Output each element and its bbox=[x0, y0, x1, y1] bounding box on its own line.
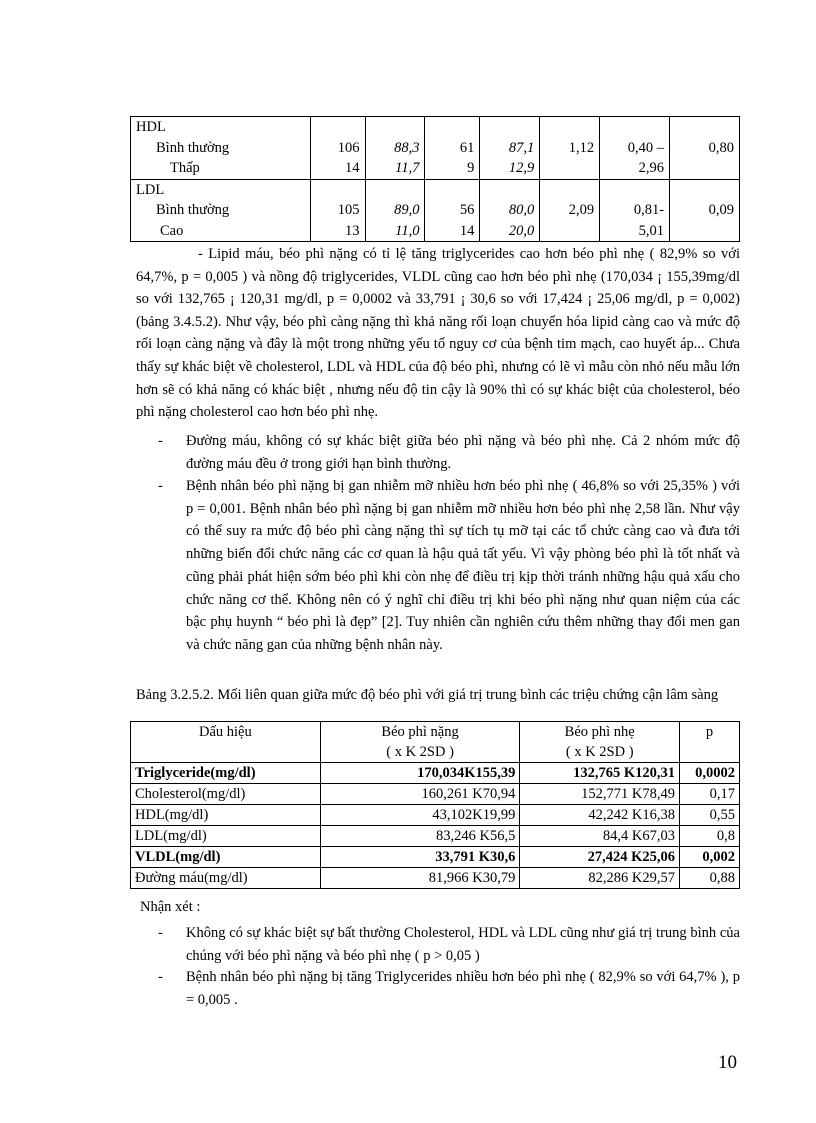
row-label: Cao bbox=[160, 222, 184, 239]
cell-light: 132,765 K120,31 bbox=[520, 763, 680, 784]
cell-value: 105 bbox=[337, 202, 360, 218]
group-label: LDL bbox=[136, 181, 165, 198]
row-sign: HDL(mg/dl) bbox=[131, 805, 321, 826]
ci-low: 0,81- bbox=[633, 202, 665, 218]
table-caption: Bảng 3.2.5.2. Mối liên quan giữa mức độ béo phì với giá trị trung bình các triệu chứng cận lâm sàng bbox=[136, 687, 719, 703]
column-header: Béo phì nhẹ bbox=[564, 724, 635, 740]
bullet-dash: - bbox=[158, 433, 163, 449]
row-label: Bình thường bbox=[156, 202, 230, 218]
cell-heavy: 83,246 K56,5 bbox=[320, 826, 520, 847]
cell-light: 42,242 K16,38 bbox=[520, 805, 680, 826]
table-row bbox=[131, 784, 740, 805]
bullet-dash: - bbox=[158, 925, 163, 941]
remark-label: Nhận xét : bbox=[140, 899, 201, 915]
cell-p: 0,55 bbox=[680, 805, 740, 826]
table-header-row bbox=[131, 722, 740, 763]
row-sign: VLDL(mg/dl) bbox=[131, 847, 321, 868]
ci-high: 2,96 bbox=[638, 160, 665, 176]
comparison-table-top bbox=[130, 116, 740, 242]
group-label: HDL bbox=[136, 119, 166, 135]
column-header: p bbox=[705, 724, 714, 740]
cell-p: 0,17 bbox=[680, 784, 740, 805]
cell-p: 0,002 bbox=[680, 847, 740, 868]
cell-value: 14 bbox=[459, 222, 475, 239]
cell-light: 27,424 K25,06 bbox=[520, 847, 680, 868]
cell-value: 9 bbox=[467, 160, 475, 176]
page-number: 10 bbox=[718, 1052, 737, 1073]
cell-value: 80,0 bbox=[508, 202, 535, 218]
cell-value: 56 bbox=[459, 202, 475, 218]
column-subheader: ( x K 2SD ) bbox=[565, 744, 634, 760]
table-row bbox=[131, 805, 740, 826]
row-sign: Triglyceride(mg/dl) bbox=[131, 763, 321, 784]
row-label: Bình thường bbox=[156, 139, 230, 156]
cell-p: 0,88 bbox=[680, 868, 740, 889]
lab-values-table bbox=[130, 721, 740, 889]
cell-p: 0,8 bbox=[680, 826, 740, 847]
cell-value: 87,1 bbox=[508, 139, 535, 156]
cell-heavy: 160,261 K70,94 bbox=[320, 784, 520, 805]
p-value: 0,80 bbox=[708, 139, 734, 156]
bullet-text: Bệnh nhân béo phì nặng bị tăng Triglycerides nhiều hơn béo phì nhẹ ( 82,9% so với 64,7% ), p = 0,005 . bbox=[186, 969, 740, 1008]
bullet-dash: - bbox=[158, 969, 163, 985]
table-row bbox=[131, 826, 740, 847]
column-header: Béo phì nặng bbox=[381, 724, 459, 740]
cell-value: 61 bbox=[459, 139, 475, 156]
cell-p: 0,0002 bbox=[680, 763, 740, 784]
cell-value: 12,9 bbox=[508, 160, 535, 176]
table-row bbox=[131, 117, 740, 180]
cell-value: 89,0 bbox=[394, 202, 420, 218]
bullet-text: Đường máu, không có sự khác biệt giữa béo phì nặng và béo phì nhẹ. Cả 2 nhóm mức độ đường máu đều ở trong giới hạn bình thường. bbox=[186, 433, 740, 472]
row-sign: LDL(mg/dl) bbox=[131, 826, 321, 847]
bullet-dash: - bbox=[158, 478, 163, 494]
odds-ratio: 1,12 bbox=[568, 139, 595, 156]
cell-light: 82,286 K29,57 bbox=[520, 868, 680, 889]
cell-heavy: 81,966 K30,79 bbox=[320, 868, 520, 889]
cell-light: 152,771 K78,49 bbox=[520, 784, 680, 805]
odds-ratio: 2,09 bbox=[568, 202, 595, 218]
ci-high: 5,01 bbox=[638, 222, 665, 239]
cell-value: 11,7 bbox=[395, 160, 420, 176]
table-row bbox=[131, 763, 740, 784]
cell-value: 14 bbox=[345, 160, 360, 176]
row-sign: Cholesterol(mg/dl) bbox=[131, 784, 321, 805]
column-subheader: ( x K 2SD ) bbox=[386, 744, 454, 760]
cell-value: 88,3 bbox=[394, 139, 420, 156]
cell-heavy: 43,102K19,99 bbox=[320, 805, 520, 826]
table-row bbox=[131, 868, 740, 889]
p-value: 0,09 bbox=[708, 202, 734, 218]
cell-value: 20,0 bbox=[508, 222, 535, 239]
cell-light: 84,4 K67,03 bbox=[520, 826, 680, 847]
bullet-text: Không có sự khác biệt sự bất thường Cholesterol, HDL và LDL cũng như giá trị trung bình của chúng với béo phì nặng và béo phì nhẹ ( p > 0,05 ) bbox=[186, 925, 740, 964]
discussion-paragraph: - Lipid máu, béo phì nặng có tỉ lệ tăng triglycerides cao hơn béo phì nhẹ ( 82,9% so với 64,7%, p = 0,005 ) và nồng độ triglycerides, VLDL cũng cao hơn béo phì nhẹ (170,034 ¡ 155,39mg/dl so với 132,765 ¡ 120,31 mg/dl, p = 0,0002 và 33,791 ¡ 30,6 so với 17,424 ¡ 25,06 mg/dl, p = 0,002) (bảng 3.4.5.2). Như vậy, béo phì càng nặng thì khả năng rối loạn chuyển hóa lipid càng cao và mức độ rối loạn càng nặng và đây là một trong những yếu tố nguy cơ của bệnh tim mạch, cao huyết áp... Chưa thấy sự khác biệt về cholesterol, LDL và HDL của độ béo phì, nhưng có lẽ vì mẫu còn nhỏ nếu mẫu lớn hơn sẽ có khả năng có khác biệt , nhưng nếu độ tin cậy là 90% thì có sự khác biệt của cholesterol, béo phì nặng cholesterol cao hơn béo phì nhẹ. bbox=[136, 246, 740, 421]
table-row bbox=[131, 179, 740, 242]
row-sign: Đường máu(mg/dl) bbox=[131, 868, 321, 889]
cell-heavy: 33,791 K30,6 bbox=[320, 847, 520, 868]
row-label: Thấp bbox=[170, 160, 200, 176]
table-row bbox=[131, 847, 740, 868]
column-header: Dấu hiệu bbox=[199, 724, 252, 740]
bullet-text: Bệnh nhân béo phì nặng bị gan nhiễm mỡ nhiều hơn béo phì nhẹ ( 46,8% so với 25,35% ) với p = 0,001. Bệnh nhân béo phì nặng bị gan nhiễm mỡ nhiều hơn béo phì nhẹ 2,58 lần. Như vậy có thể suy ra mức độ béo phì càng nặng thì sự tích tụ mỡ tại các tổ chức càng cao và đưa tới những biến đổi chức năng các cơ quan là hậu quả tất yếu. Vì vậy phòng béo phì là tốt nhất và cũng phải phát hiện sớm béo phì khi còn nhẹ để điều trị kịp thời tránh những hậu quả xấu cho chức năng cơ thể. Không nên có ý nghĩ chỉ điều trị khi béo phì nặng như quan niệm của các bậc phụ huynh “ béo phì là đẹp” [2]. Tuy nhiên cần nghiên cứu thêm những thay đổi men gan và chức năng gan của những bệnh nhân này. bbox=[186, 478, 740, 653]
cell-value: 13 bbox=[345, 222, 360, 239]
cell-value: 106 bbox=[337, 139, 360, 156]
cell-value: 11,0 bbox=[395, 222, 420, 239]
ci-low: 0,40 – bbox=[627, 139, 665, 156]
cell-heavy: 170,034K155,39 bbox=[320, 763, 520, 784]
